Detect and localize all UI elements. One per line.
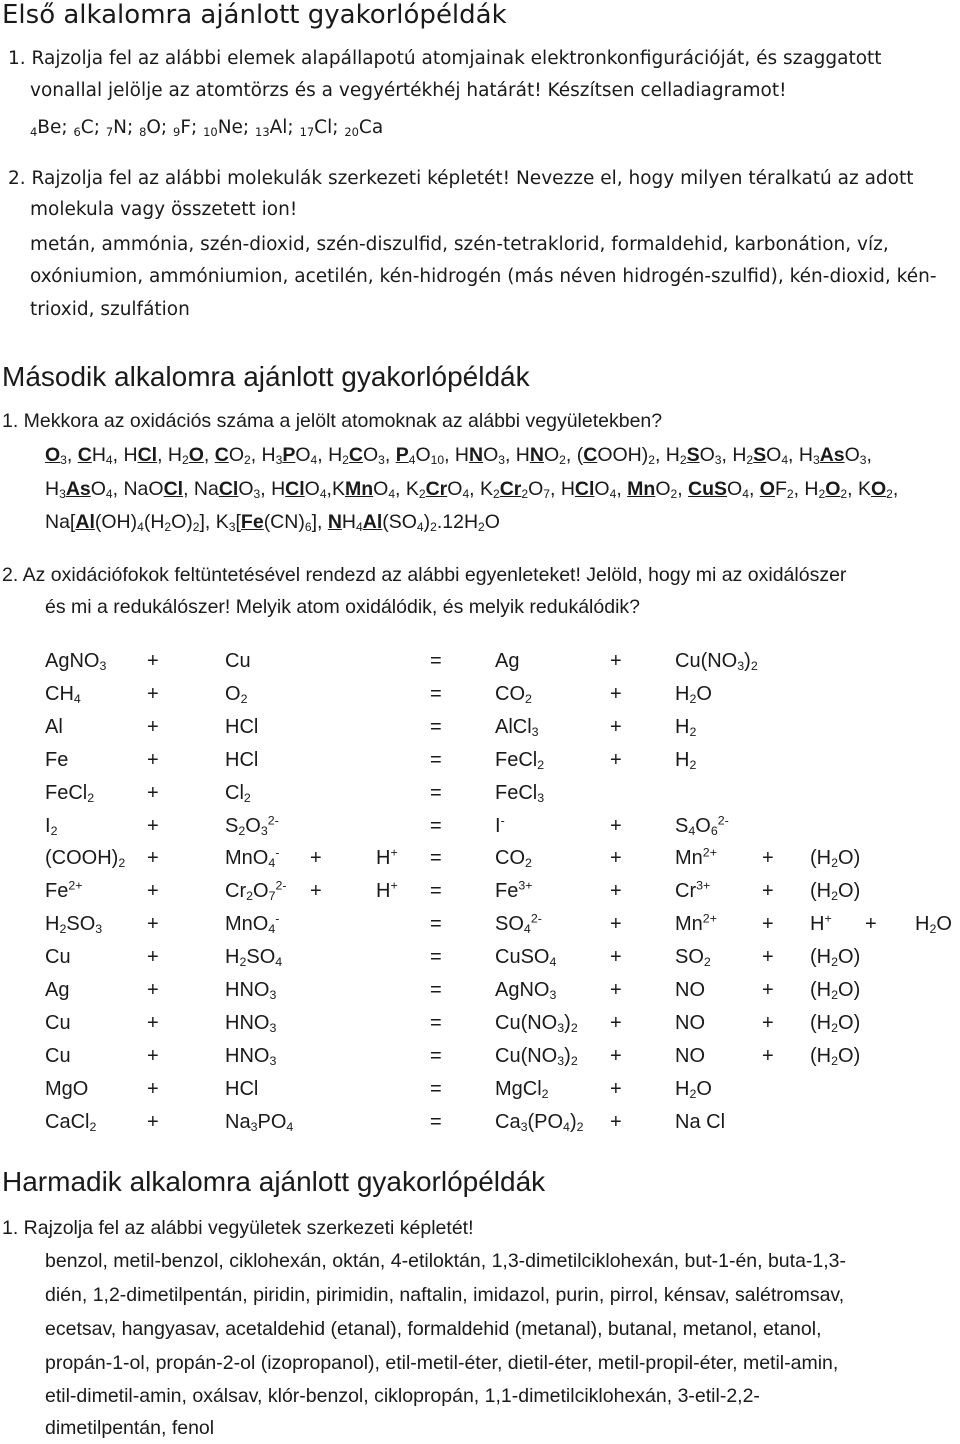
equation-9-reactant1: $H_2SO_3$ bbox=[45, 913, 103, 937]
section1-title: Első alkalomra ajánlott gyakorlópéldák bbox=[2, 0, 507, 30]
equation-1-reactant2: Cu bbox=[225, 650, 251, 672]
equation-12-reactant2: $HNO_3$ bbox=[225, 1011, 277, 1035]
equation-13-reactant2: $HNO_3$ bbox=[225, 1044, 277, 1068]
equation-9-plus5: + bbox=[865, 913, 877, 936]
s3-line2: dién, 1,2-dimetilpentán, piridin, pirimidin, naftalin, imidazol, purin, pirrol, kénsav, salétromsav, bbox=[45, 1284, 845, 1306]
equation-9-product4: $H_2O$ bbox=[915, 913, 952, 937]
equation-8-plus1: + bbox=[147, 880, 159, 903]
equation-11-equals: = bbox=[430, 979, 442, 1001]
equation-11-product1: AgNO$_3$ bbox=[495, 979, 557, 1003]
section3-title: Harmadik alkalomra ajánlott gyakorlópéldák bbox=[2, 1166, 546, 1197]
equation-10-equals: = bbox=[430, 946, 442, 969]
equation-8-reactant3: H+ bbox=[376, 878, 398, 903]
s2-q2-line2: és mi a redukálószer! Melyik atom oxidálódik, és melyik redukálódik? bbox=[45, 596, 640, 618]
equation-5-reactant1: FeCl$_2$ bbox=[45, 781, 95, 805]
equation-12-product3: $(H_2O)$ bbox=[810, 1011, 861, 1035]
equation-6-plus1: + bbox=[147, 814, 159, 837]
equation-8-plus3: + bbox=[610, 880, 622, 903]
equation-15-plus1: + bbox=[147, 1110, 159, 1133]
equation-10-product3: $(H_2O)$ bbox=[810, 946, 861, 970]
equation-14-plus3: + bbox=[610, 1077, 622, 1100]
equation-7-equals: = bbox=[430, 847, 442, 870]
equation-11-product3: $(H_2O)$ bbox=[810, 979, 861, 1003]
equation-10-plus4: + bbox=[762, 946, 774, 969]
equation-9-product3: H+ bbox=[810, 911, 832, 936]
equation-13-reactant1: Cu bbox=[45, 1044, 71, 1067]
equation-6-reactant2: $S_2O_3^{2-}$ bbox=[225, 813, 279, 838]
equation-10-reactant1: Cu bbox=[45, 946, 71, 969]
s1-q2-line3: metán, ammónia, szén-dioxid, szén-diszulfid, szén-tetraklorid, formaldehid, karbonátion, víz, bbox=[30, 234, 889, 255]
equation-6-reactant1: $I_2$ bbox=[45, 814, 58, 838]
s1-q2-line2: molekula vagy összetett ion! bbox=[30, 199, 298, 220]
equation-12-plus1: + bbox=[147, 1011, 159, 1034]
equation-14-product1: MgCl$_2$ bbox=[495, 1077, 549, 1101]
equation-11-product2: NO bbox=[675, 979, 705, 1001]
equation-13-plus3: + bbox=[610, 1044, 622, 1067]
equation-7-reactant1: $(COOH)_2$ bbox=[45, 847, 126, 871]
equation-12-plus4: + bbox=[762, 1011, 774, 1034]
equation-15-reactant1: CaCl$_2$ bbox=[45, 1110, 97, 1134]
equation-15-product1: $Ca_3(PO_4)_2$ bbox=[495, 1110, 584, 1134]
s3-line6: dimetilpentán, fenol bbox=[45, 1417, 215, 1439]
equation-8-plus2: + bbox=[310, 880, 322, 903]
equation-13-plus1: + bbox=[147, 1044, 159, 1067]
equation-9-product1: $SO_4^{2-}$ bbox=[495, 911, 542, 937]
equation-9-equals: = bbox=[430, 913, 442, 936]
equation-9-plus1: + bbox=[147, 913, 159, 936]
equation-8-reactant2: $Cr_2O_7^{2-}$ bbox=[225, 878, 287, 904]
s2-q2-line1: 2. Az oxidációfokok feltüntetésével rendezd az alábbi egyenleteket! Jelöld, hogy mi az oxidálószer bbox=[2, 564, 847, 586]
s1-q1-line2: vonallal jelölje az atomtörzs és a vegyértékhéj határát! Készítsen celladiagramot! bbox=[30, 80, 787, 101]
equation-1-equals: = bbox=[430, 650, 442, 672]
equation-12-reactant1: Cu bbox=[45, 1011, 71, 1034]
equation-7-plus4: + bbox=[762, 847, 774, 870]
s3-line5: etil-dimetil-amin, oxálsav, klór-benzol, ciklopropán, 1,1-dimetilciklohexán, 3-etil-2,2- bbox=[45, 1385, 760, 1407]
equation-11-plus3: + bbox=[610, 979, 622, 1001]
equation-11-plus1: + bbox=[147, 979, 159, 1001]
equation-14-reactant2: HCl bbox=[225, 1077, 259, 1100]
equation-7-plus1: + bbox=[147, 847, 159, 870]
equation-5-product1: FeCl$_3$ bbox=[495, 781, 545, 805]
equation-8-product1: $Fe^{3+}$ bbox=[495, 878, 533, 903]
equation-4-reactant1: Fe bbox=[45, 748, 69, 771]
equation-12-product2: NO bbox=[675, 1011, 705, 1034]
equation-10-product1: CuSO$_4$ bbox=[495, 946, 557, 970]
equation-3-product2: $H_2$ bbox=[675, 715, 697, 739]
s3-line1: benzol, metil-benzol, ciklohexán, oktán, 4-etiloktán, 1,3-dimetilciklohexán, but-1-én, buta-1,3- bbox=[45, 1250, 847, 1272]
equation-6-product2: $S_4O_6^{2-}$ bbox=[675, 813, 729, 838]
equation-1-plus1: + bbox=[147, 650, 159, 672]
equation-14-plus1: + bbox=[147, 1077, 159, 1100]
equation-2-reactant2: $O_2$ bbox=[225, 682, 248, 706]
equation-4-product2: $H_2$ bbox=[675, 748, 697, 772]
equation-15-equals: = bbox=[430, 1110, 442, 1133]
s1-q2-line4: oxóniumion, ammóniumion, acetilén, kén-hidrogén (más néven hidrogén-szulfid), kén-dioxid, kén- bbox=[30, 266, 937, 287]
s1-q1-line1: 1. Rajzolja fel az alábbi elemek alapállapotú atomjainak elektronkonfigurációját, és szaggatott bbox=[8, 48, 882, 69]
equation-7-reactant2: MnO$_4$- bbox=[225, 845, 280, 871]
equation-2-reactant1: $CH_4$ bbox=[45, 682, 81, 706]
equation-7-product1: $CO_2$ bbox=[495, 847, 532, 871]
equation-6-product1: I- bbox=[495, 813, 505, 837]
equation-13-plus4: + bbox=[762, 1044, 774, 1067]
equation-5-reactant2: $Cl_2$ bbox=[225, 781, 251, 805]
equation-8-equals: = bbox=[430, 880, 442, 903]
equation-2-plus3: + bbox=[610, 682, 622, 705]
equation-7-product2: $Mn^{2+}$ bbox=[675, 845, 717, 870]
equation-13-equals: = bbox=[430, 1044, 442, 1067]
s2-compounds-line1: $O_3$, $CH_4$, HCl, $H_2O$, $CO_2$, $H_3PO_4$, $H_2CO_3$, $P_4O_{10}$, $HNO_3$, $HNO_2$, $(COOH)_2$, $H_2SO_3$, $H_2SO_4$, $H_3AsO_3$, bbox=[45, 444, 872, 468]
equation-7-plus3: + bbox=[610, 847, 622, 870]
equation-12-plus3: + bbox=[610, 1011, 622, 1034]
equation-6-plus3: + bbox=[610, 814, 622, 837]
equation-4-reactant2: HCl bbox=[225, 748, 259, 771]
equation-1-product1: Ag bbox=[495, 650, 520, 672]
equation-12-product1: $Cu(NO_3)_2$ bbox=[495, 1011, 578, 1035]
equation-1-reactant1: AgNO$_3$ bbox=[45, 650, 107, 674]
equation-2-plus1: + bbox=[147, 682, 159, 705]
s3-line3: ecetsav, hangyasav, acetaldehid (etanal), formaldehid (metanal), butanal, metanol, etanol, bbox=[45, 1318, 822, 1340]
equation-7-plus2: + bbox=[310, 847, 322, 870]
equation-8-product3: $(H_2O)$ bbox=[810, 880, 861, 904]
equation-9-plus3: + bbox=[610, 913, 622, 936]
s3-line4: propán-1-ol, propán-2-ol (izopropanol), etil-metil-éter, dietil-éter, metil-propil-éter, metil-amin, bbox=[45, 1352, 839, 1374]
equation-4-plus3: + bbox=[610, 748, 622, 771]
s1-q2-line1: 2. Rajzolja fel az alábbi molekulák szerkezeti képletét! Nevezze el, hogy milyen téralkatú az adott bbox=[8, 168, 914, 189]
equation-13-product3: $(H_2O)$ bbox=[810, 1044, 861, 1068]
equation-9-plus4: + bbox=[762, 913, 774, 936]
equation-13-product1: $Cu(NO_3)_2$ bbox=[495, 1044, 578, 1068]
equation-8-plus4: + bbox=[762, 880, 774, 903]
equation-3-product1: AlCl$_3$ bbox=[495, 715, 539, 739]
equation-11-plus4: + bbox=[762, 979, 774, 1001]
equation-14-product2: $H_2O$ bbox=[675, 1077, 712, 1101]
equation-3-equals: = bbox=[430, 715, 442, 738]
equation-3-plus1: + bbox=[147, 715, 159, 738]
equation-10-plus3: + bbox=[610, 946, 622, 969]
equation-2-product1: $CO_2$ bbox=[495, 682, 532, 706]
equation-4-plus1: + bbox=[147, 748, 159, 771]
equation-7-product3: $(H_2O)$ bbox=[810, 847, 861, 871]
equation-7-reactant3: H+ bbox=[376, 845, 398, 870]
equation-10-reactant2: $H_2SO_4$ bbox=[225, 946, 283, 970]
equation-14-equals: = bbox=[430, 1077, 442, 1100]
equation-13-product2: NO bbox=[675, 1044, 705, 1067]
equation-3-reactant1: Al bbox=[45, 715, 63, 738]
equation-1-plus3: + bbox=[610, 650, 622, 672]
equation-14-reactant1: MgO bbox=[45, 1077, 89, 1100]
s2-compounds-line2: $H_3AsO_4$, NaOCl, NaClO$_3$, HClO$_4$,KMnO$_4$, $K_2CrO_4$, $K_2Cr_2O_7$, HClO$_4$, MnO$_2$, CuSO$_4$, $OF_2$, $H_2O_2$, $KO_2$, bbox=[45, 478, 899, 502]
equation-8-product2: $Cr^{3+}$ bbox=[675, 878, 711, 903]
equation-5-equals: = bbox=[430, 781, 442, 804]
equation-3-plus3: + bbox=[610, 715, 622, 738]
equation-9-product2: $Mn^{2+}$ bbox=[675, 911, 717, 936]
equation-3-reactant2: HCl bbox=[225, 715, 259, 738]
equation-15-product2: Na Cl bbox=[675, 1110, 726, 1133]
equation-10-plus1: + bbox=[147, 946, 159, 969]
s2-compounds-line3: $Na[Al(OH)_4(H_2O)_2]$, $K_3[Fe(CN)_6]$, $NH_4Al(SO_4)_2.12H_2O$ bbox=[45, 511, 500, 535]
equation-4-product1: FeCl$_2$ bbox=[495, 748, 545, 772]
s1-q2-line5: trioxid, szulfátion bbox=[30, 299, 190, 320]
equation-2-equals: = bbox=[430, 682, 442, 705]
s3-q1: 1. Rajzolja fel az alábbi vegyületek szerkezeti képletét! bbox=[2, 1217, 474, 1239]
equation-15-reactant2: $Na_3PO_4$ bbox=[225, 1110, 294, 1134]
equation-1-product2: $Cu(NO_3)_2$ bbox=[675, 650, 758, 674]
s2-q1: 1. Mekkora az oxidációs száma a jelölt atomoknak az alábbi vegyületekben? bbox=[2, 410, 663, 432]
equation-9-reactant2: MnO$_4$- bbox=[225, 911, 280, 937]
equation-2-product2: $H_2O$ bbox=[675, 682, 712, 706]
equation-11-reactant2: $HNO_3$ bbox=[225, 979, 277, 1003]
equation-11-reactant1: Ag bbox=[45, 979, 70, 1001]
section2-title: Második alkalomra ajánlott gyakorlópéldák bbox=[2, 361, 530, 392]
equation-8-reactant1: $Fe^{2+}$ bbox=[45, 878, 83, 903]
equation-5-plus1: + bbox=[147, 781, 159, 804]
equation-12-equals: = bbox=[430, 1011, 442, 1034]
equation-6-equals: = bbox=[430, 814, 442, 837]
equation-15-plus3: + bbox=[610, 1110, 622, 1133]
equation-10-product2: $SO_2$ bbox=[675, 946, 711, 970]
equation-4-equals: = bbox=[430, 748, 442, 771]
s1-elements-list: $_4$Be; $_6$C; $_7$N; $_8$O; $_9$F; $_{10}$Ne; $_{13}$Al; $_{17}$Cl; $_{20}$Ca bbox=[30, 117, 384, 139]
